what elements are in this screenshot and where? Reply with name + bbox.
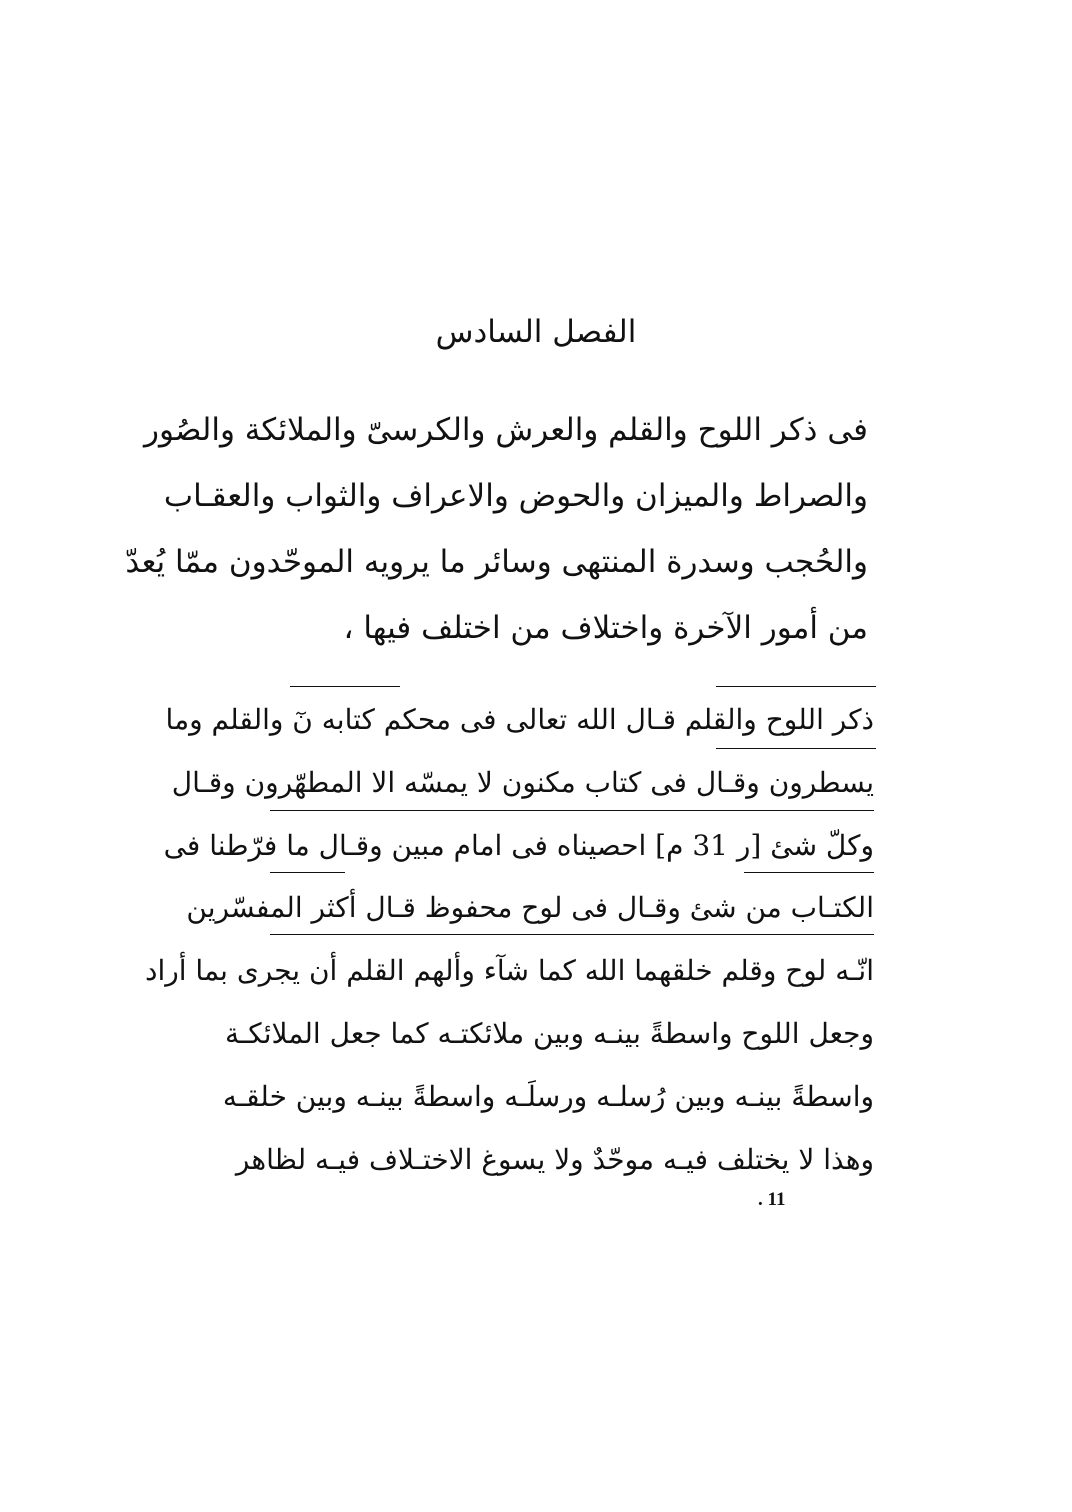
body-line: ذكر اللوح والقلم قـال الله تعالى فى محكم كتابه نٓ والقلم وما bbox=[165, 703, 874, 736]
chapter-heading bbox=[125, 400, 868, 664]
body-text bbox=[144, 692, 874, 1194]
body-line: يسطرون وقـال فى كتاب مكنون لا يمسّه الا المطهّرون وقـال bbox=[171, 765, 874, 799]
heading-line: والصراط والميزان والحوض والاعراف والثواب والعقـاب bbox=[163, 478, 868, 514]
body-line: واسطةً بينـه وبين رُسلـه ورسلَـه واسطةً بينـه وبين خلقـه bbox=[222, 1079, 874, 1113]
body-line: الكتـاب من شئ وقـال فى لوح محفوظ قـال أكثر المفسّرين bbox=[186, 891, 874, 925]
underline-rule bbox=[290, 686, 400, 687]
heading-line: فى ذكر اللوح والقلم والعرش والكرسىّ والملائكة والصُور bbox=[144, 412, 868, 448]
chapter-title: الفصل السادس bbox=[435, 314, 637, 350]
heading-line: والحُجب وسدرة المنتهى وسائر ما يرويه الموحّدون ممّا يُعدّ bbox=[125, 544, 868, 580]
heading-line: من أمور الآخرة واختلاف من اختلف فيها ، bbox=[343, 610, 868, 646]
body-line: وجعل اللوح واسطةً بينـه وبين ملائكتـه كما جعل الملائكـة bbox=[225, 1016, 874, 1050]
body-line: وكلّ شئ [ر 31 م] احصيناه فى امام مبين وقـال ما فرّطنا فى bbox=[163, 828, 874, 862]
body-line: وهذا لا يختلف فيـه موحّدٌ ولا يسوغ الاختـلاف فيـه لظاهر bbox=[235, 1142, 874, 1176]
underline-rule bbox=[716, 686, 876, 687]
body-line: انّـه لوح وقلم خلقهما الله كما شآء وألهم القلم أن يجرى بما أراد bbox=[144, 954, 874, 988]
page-number: . 11 bbox=[758, 1189, 786, 1210]
